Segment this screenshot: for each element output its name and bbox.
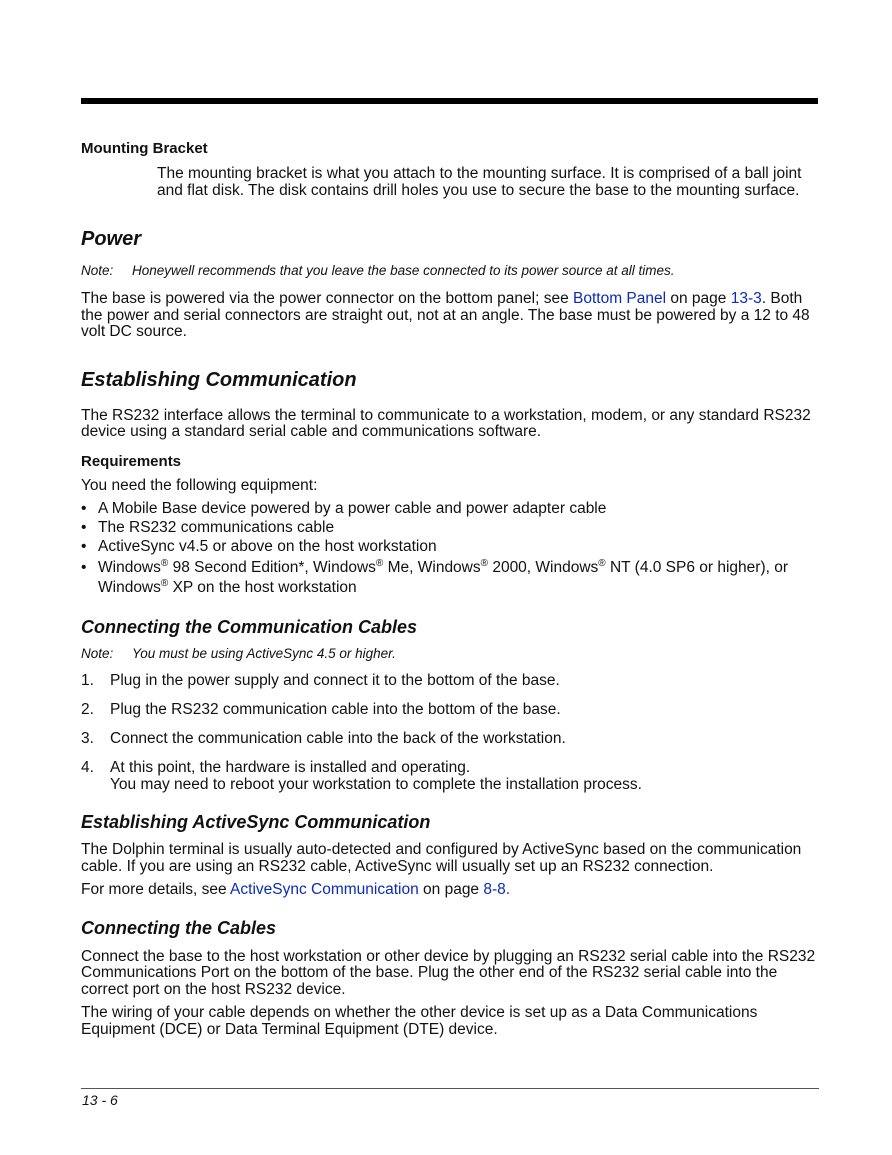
windows-text: Windows — [98, 559, 161, 576]
establishing-communication-heading: Establishing Communication — [81, 368, 357, 391]
power-note — [81, 263, 817, 279]
registered-mark: ® — [160, 578, 169, 589]
more-text-part: For more details, see — [81, 881, 231, 898]
step-number: 2. — [81, 701, 94, 718]
step-text-line: At this point, the hardware is installed and operating. — [110, 759, 471, 776]
list-item-windows — [81, 558, 817, 598]
more-text-part: on page — [418, 881, 484, 898]
requirements-intro: You need the following equipment: — [81, 476, 318, 494]
registered-mark: ® — [160, 558, 169, 569]
windows-text: XP on the host workstation — [168, 579, 357, 596]
step-item — [81, 731, 817, 748]
footer-rule — [81, 1088, 819, 1089]
power-heading: Power — [81, 228, 142, 250]
note-label: Note: — [81, 646, 114, 661]
windows-text: 2000, Windows — [488, 559, 599, 576]
header-rule — [81, 98, 818, 104]
step-number: 4. — [81, 759, 94, 776]
list-item: • A Mobile Base device powered by a power cable and power adapter cable — [81, 499, 817, 518]
activesync-communication-link[interactable]: ActiveSync Communication — [230, 881, 419, 898]
windows-text: Me, Windows — [383, 559, 481, 576]
requirements-list — [81, 499, 817, 598]
power-text-part: on page — [666, 290, 731, 307]
list-item: • ActiveSync v4.5 or above on the host workstation — [81, 537, 817, 556]
connecting-cables-text: Connect the base to the host workstation or other device by plugging an RS232 serial cable into the RS232 Communications Port on the bottom of the base. Plug the other end of the RS232 serial cable into the correct port on the host RS232 device. — [81, 947, 816, 998]
activesync-text: The Dolphin terminal is usually auto-detected and configured by ActiveSync based on the communication cable. If you are using an RS232 cable, ActiveSync will usually set up an RS232 connection. — [81, 841, 802, 875]
registered-mark: ® — [598, 558, 606, 569]
step-text: Plug the RS232 communication cable into the bottom of the base. — [110, 701, 561, 718]
step-text: Plug in the power supply and connect it to the bottom of the base. — [110, 672, 560, 689]
step-item — [81, 702, 817, 719]
page-13-3-link[interactable]: 13-3 — [730, 290, 762, 307]
mounting-bracket-heading: Mounting Bracket — [81, 140, 208, 157]
registered-mark: ® — [375, 558, 384, 569]
establishing-communication-text: The RS232 interface allows the terminal to communicate to a workstation, modem, or any standard RS232 device using a standard serial cable and communications software. — [81, 406, 811, 440]
cables-note — [81, 646, 817, 662]
establishing-activesync-heading: Establishing ActiveSync Communication — [81, 812, 431, 832]
step-text: Connect the communication cable into the back of the workstation. — [110, 730, 566, 747]
page-content — [81, 140, 817, 1038]
power-text-part: The base is powered via the power connector on the bottom panel; see — [81, 290, 573, 307]
connecting-cables-heading: Connecting the Cables — [81, 917, 277, 938]
mounting-bracket-text: The mounting bracket is what you attach to the mounting surface. It is comprised of a ball joint and flat disk. The disk contains drill holes you use to secure the base to the mounting surface. — [157, 165, 802, 199]
page-number: 13 - 6 — [82, 1092, 118, 1108]
step-text-line: You may need to reboot your workstation to complete the installation process. — [110, 775, 642, 793]
windows-text: NT (4.0 SP6 or higher), or — [605, 559, 789, 576]
step-item — [81, 760, 817, 793]
activesync-more-details — [81, 882, 817, 899]
list-item: • The RS232 communications cable — [81, 518, 817, 537]
page-8-8-link[interactable]: 8-8. — [483, 881, 511, 898]
windows-text: 98 Second Edition*, Windows — [168, 559, 376, 576]
cable-wiring-text: The wiring of your cable depends on whether the other device is set up as a Data Communications Equipment (DCE) or Data Terminal Equipment (DTE) device. — [81, 1004, 758, 1038]
step-item — [81, 673, 817, 690]
windows-text: Windows — [98, 579, 161, 596]
power-text-part: . Both the power and serial connectors are straight out, not at an angle. The base must be powered by a 12 to 48 volt DC source. — [81, 290, 810, 340]
note-text: Honeywell recommends that you leave the base connected to its power source at all times. — [132, 263, 675, 278]
cable-steps-list — [81, 673, 817, 793]
step-number: 3. — [81, 730, 94, 747]
registered-mark: ® — [480, 558, 489, 569]
connecting-communication-cables-heading: Connecting the Communication Cables — [81, 617, 418, 637]
requirements-heading: Requirements — [81, 452, 182, 470]
step-text — [110, 760, 642, 793]
note-text: You must be using ActiveSync 4.5 or higher. — [132, 646, 396, 661]
note-label: Note: — [81, 263, 114, 278]
bottom-panel-link[interactable]: Bottom Panel — [573, 290, 667, 307]
step-number: 1. — [81, 672, 94, 689]
power-paragraph — [81, 291, 817, 341]
